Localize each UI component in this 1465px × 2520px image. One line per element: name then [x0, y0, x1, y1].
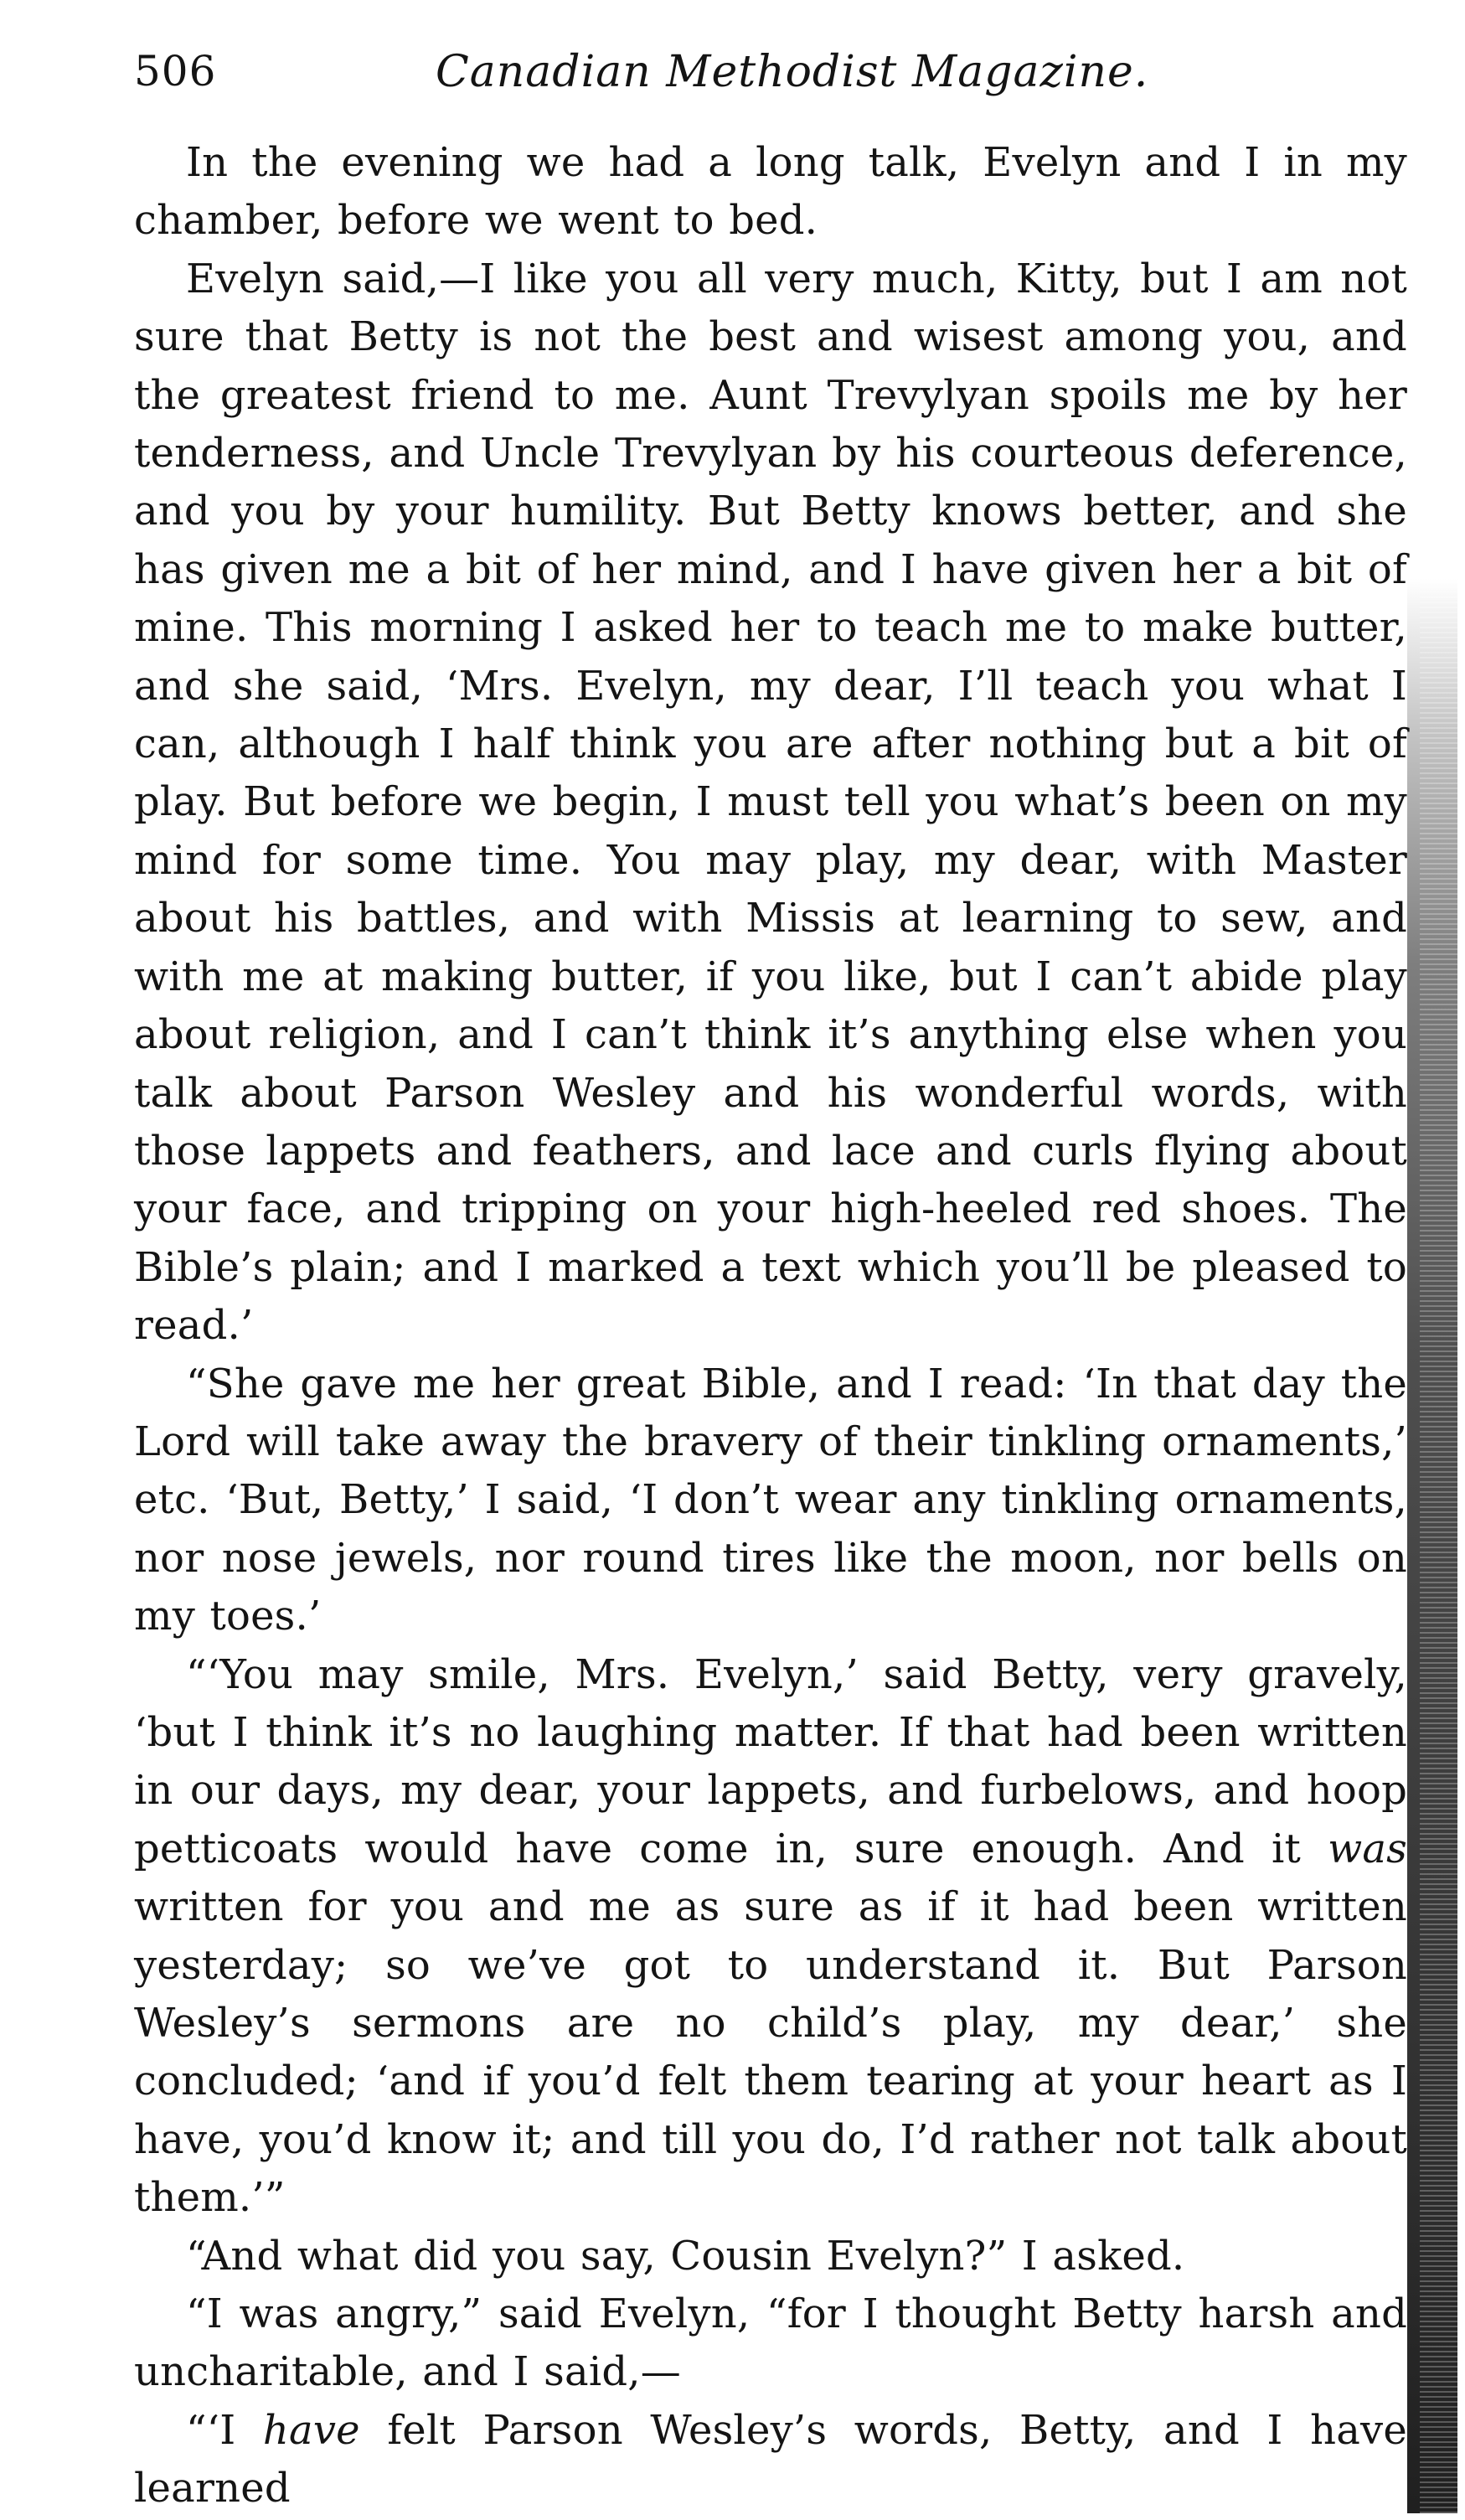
paragraph [134, 1646, 1407, 2228]
paragraph [134, 2228, 1407, 2285]
paragraph [134, 1356, 1407, 1646]
paragraph [134, 2285, 1407, 2402]
page-number: 506 [134, 47, 217, 96]
emphasis-text: have [262, 2406, 360, 2454]
page-edge-texture [1420, 578, 1457, 2513]
page-header [134, 40, 1407, 107]
paragraph-text: “She gave me her great Bible, and I read: ‘In that day the Lord will take away the bravery of their tinkling ornaments,’ etc. ‘But, Betty,’ I said, ‘I don’t wear any tinkling ornaments, nor nose jewels, nor round tires like the moon, nor bells on my toes.’ [134, 1360, 1407, 1640]
paragraph-text: Evelyn said,—I like you all very much, Kitty, but I am not sure that Betty is not the best and wisest among you, and the greatest friend to me. Aunt Trevylyan spoils me by her tenderness, and Uncle Trevylyan by his courteous deference, and you by your humility. But Betty knows better, and she has given me a bit of her mind, and I have given her a bit of mine. This morning I asked her to teach me to make butter, and she said, ‘Mrs. Evelyn, my dear, I’ll teach you what I can, although I half think you are after nothing but a bit of play. But before we begin, I must tell you what’s been on my mind for some time. You may play, my dear, with Master about his battles, and with Missis at learning to sew, and with me at making butter, if you like, but I can’t abide play about religion, and I can’t think it’s anything else when you talk about Parson Wesley and his wonderful words, with those lappets and feathers, and lace and curls flying about your face, and tripping on your high-heeled red shoes. The Bible’s plain; and I marked a text which you’ll be pleased to read.’ [134, 255, 1407, 1350]
body-text [134, 134, 1407, 2512]
paragraph-text: “And what did you say, Cousin Evelyn?” I asked. [186, 2232, 1185, 2280]
paragraph-text: written for you and me as sure as if it had been written yesterday; so we’ve got to understand it. But Parson Wesley’s sermons are no child’s play, my dear,’ she concluded; ‘and if you’d felt them tearing at your heart as I have, you’d know it; and till you do, I’d rather not talk about them.’” [134, 1883, 1407, 2222]
emphasis-text: was [1328, 1825, 1407, 1872]
paragraph-text: “‘I [186, 2406, 236, 2454]
paragraph-text: felt Parson Wesley’s words, Betty, and I have learned [134, 2406, 1407, 2512]
paragraph-text: In the evening we had a long talk, Evelyn and I in my chamber, before we went to bed. [134, 139, 1407, 245]
paragraph [134, 250, 1407, 1356]
paragraph-text: “I was angry,” said Evelyn, “for I thought Betty harsh and uncharitable, and I said,— [134, 2290, 1407, 2396]
paragraph-text: “‘You may smile, Mrs. Evelyn,’ said Betty, very gravely, ‘but I think it’s no laughing matter. If that had been written in our days, my dear, your lappets, and furbelows, and hoop petticoats would have come in, sure enough. And it [134, 1650, 1407, 1872]
paragraph [134, 134, 1407, 250]
paragraph [134, 2402, 1407, 2518]
running-title: Canadian Methodist Magazine. [436, 47, 1149, 97]
